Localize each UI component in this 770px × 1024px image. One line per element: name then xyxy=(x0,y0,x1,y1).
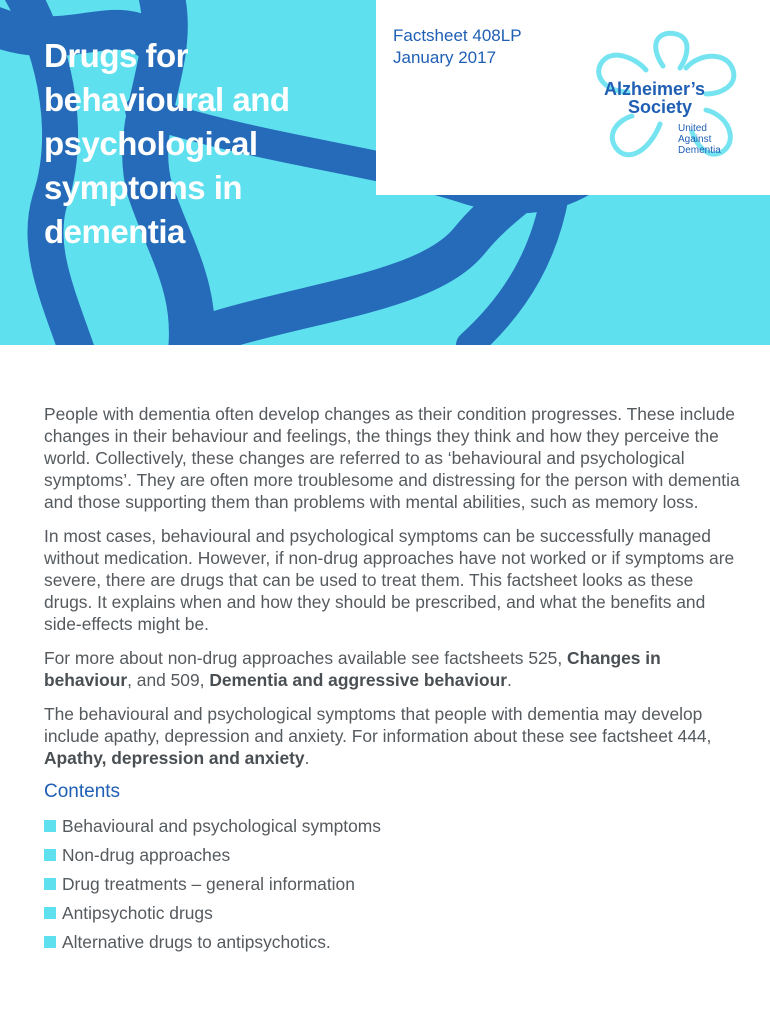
contents-item-label: Non-drug approaches xyxy=(62,845,231,865)
intro-paragraph xyxy=(44,703,744,769)
factsheet-reference: Changes in behaviour xyxy=(44,648,661,690)
paragraph-text: . xyxy=(507,670,512,690)
logo-name-line1: Alzheimer’s xyxy=(604,79,706,99)
logo-tagline-line: United xyxy=(678,123,707,134)
contents-list xyxy=(44,815,744,960)
contents-item xyxy=(44,931,744,960)
contents-item-label: Drug treatments – general information xyxy=(62,874,355,894)
contents-item-label: Behavioural and psychological symptoms xyxy=(62,816,381,836)
paragraph-text: In most cases, behavioural and psychological symptoms can be successfully managed without medication. However, if non-drug approaches have not worked or if symptoms are severe, there are drugs that can be used to treat them. This factsheet looks as these drugs. It explains when and how they should be prescribed, and what the benefits and side-effects might be. xyxy=(44,526,735,634)
paragraph-text: , and 509, xyxy=(127,670,210,690)
contents-item xyxy=(44,844,744,873)
square-bullet-icon xyxy=(44,878,56,890)
contents-heading: Contents xyxy=(44,781,121,802)
logo-name-line2: Society xyxy=(628,97,693,117)
paragraph-text: People with dementia often develop changes as their condition progresses. These include changes in their behaviour and feelings, the things they think and how they perceive the world. Collectively, these changes are referred to as ‘behavioural and psychological symptoms’. They are often more troublesome and distressing for the person with dementia and those supporting them than problems with mental abilities, such as memory loss. xyxy=(44,404,740,512)
logo-tagline xyxy=(678,123,721,156)
factsheet-reference: Apathy, depression and anxiety xyxy=(44,748,305,768)
contents-item xyxy=(44,902,744,931)
square-bullet-icon xyxy=(44,820,56,832)
contents-item-label: Alternative drugs to antipsychotics. xyxy=(62,932,331,952)
factsheet-info-box xyxy=(376,0,770,195)
contents-item-label: Antipsychotic drugs xyxy=(62,903,213,923)
square-bullet-icon xyxy=(44,936,56,948)
intro-section xyxy=(44,403,744,960)
intro-paragraph xyxy=(44,647,744,691)
logo-tagline-line: Dementia xyxy=(678,145,721,156)
factsheet-date: January 2017 xyxy=(393,48,497,67)
contents-item xyxy=(44,873,744,902)
logo-tagline-line: Against xyxy=(678,134,712,145)
square-bullet-icon xyxy=(44,849,56,861)
contents-item xyxy=(44,815,744,844)
factsheet-reference: Dementia and aggressive behaviour xyxy=(209,670,507,690)
square-bullet-icon xyxy=(44,907,56,919)
factsheet-number: Factsheet 408LP xyxy=(393,26,522,45)
paragraph-text: The behavioural and psychological symptoms that people with dementia may develop include apathy, depression and anxiety. For information about these see factsheet 444, xyxy=(44,704,712,746)
intro-paragraph xyxy=(44,525,744,635)
alzheimers-society-logo xyxy=(588,24,758,174)
paragraph-text: . xyxy=(304,748,310,768)
page-title: Drugs for behavioural and psychological symptoms in dementia xyxy=(44,37,290,250)
intro-paragraph xyxy=(44,403,744,513)
paragraph-text: For more about non-drug approaches available see factsheets 525, xyxy=(44,648,568,668)
